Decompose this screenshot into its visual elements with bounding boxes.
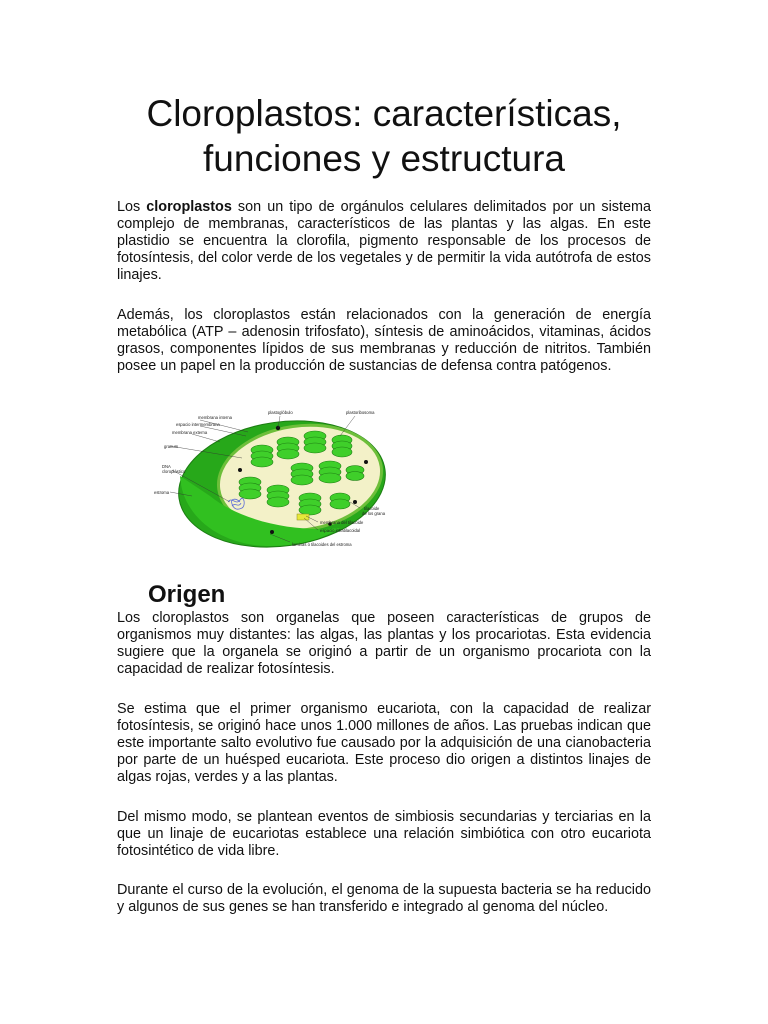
label-membrana-externa: membrana externa bbox=[172, 430, 208, 435]
intro-prefix: Los bbox=[117, 199, 147, 215]
title-line-2: funciones y estructura bbox=[203, 138, 565, 179]
label-espacio-intratilacoidal: espacio intratilacoidal bbox=[320, 528, 361, 533]
origen-paragraph-1: Los cloroplastos son organelas que poseen características de grupos de organismos muy distantes: las algas, las plantas y los procariotas. Esta evidencia sugiere que la organela se originó a partir de un organismo procariota con la capacidad de realizar fotosíntesis. bbox=[117, 610, 651, 677]
label-tilacoide: tilacoide bbox=[364, 506, 380, 511]
label-plastoglobulo: plastoglóbulo bbox=[268, 410, 293, 415]
label-granum: granum bbox=[164, 444, 179, 449]
label-membrana-tilacoide: membrana del tilacoide bbox=[320, 520, 364, 525]
section-heading-origen: Origen bbox=[148, 581, 226, 608]
label-plastoribosoma: plastoribosoma bbox=[346, 410, 375, 415]
label-membrana-interna: membrana interna bbox=[198, 415, 232, 420]
page-title bbox=[0, 91, 768, 181]
thylakoid-highlight bbox=[297, 514, 309, 520]
label-espacio-intermembrana: espacio intermembrana bbox=[176, 422, 220, 427]
origen-paragraph-2: Se estima que el primer organismo eucariota, con la capacidad de realizar fotosíntesis, se originó hace unos 1.000 millones de años. Las pruebas indican que este importante salto evolutivo fue causado por la adquisición de una cianobacteria por parte de un huésped eucariota. Este proceso dio origen a distintos linajes de algas rojas, verdes y a las plantas. bbox=[117, 701, 651, 785]
label-dna: DNA bbox=[162, 464, 171, 469]
label-dna-2: cloroplástico bbox=[162, 469, 186, 474]
label-tilacoide-grana: de los grana bbox=[362, 511, 386, 516]
intro-paragraph-1 bbox=[117, 199, 651, 284]
intro-paragraph-2: Además, los cloroplastos están relacionados con la generación de energía metabólica (ATP – adenosin trifosfato), síntesis de aminoácidos, vitaminas, ácidos grasos, componentes lípidos de sus membranas y reducción de nitritos. También posee un papel en la producción de sustancias de defensa contra patógenos. bbox=[117, 307, 651, 374]
label-laminas: laminas o tilacoides del estroma bbox=[292, 542, 352, 547]
label-estroma: estroma bbox=[154, 490, 170, 495]
intro-keyword: cloroplastos bbox=[146, 199, 232, 215]
chloroplast-diagram bbox=[150, 406, 388, 554]
origen-paragraph-3: Del mismo modo, se plantean eventos de simbiosis secundarias y terciarias en la que un linaje de eucariotas establece una relación simbiótica con otro eucariota fotosintético de vida libre. bbox=[117, 809, 651, 859]
title-line-1: Cloroplastos: características, bbox=[146, 93, 622, 134]
origen-paragraph-4: Durante el curso de la evolución, el genoma de la supuesta bacteria se ha reducido y algunos de sus genes se han transferido e integrado al genoma del núcleo. bbox=[117, 882, 651, 915]
intro-rest: son un tipo de orgánulos celulares delimitados por un sistema complejo de membranas, característicos de las plantas y las algas. En este plastidio se encuentra la clorofila, pigmento responsable de los procesos de fotosíntesis, del color verde de los vegetales y de permitir la vida autótrofa de estos linajes. bbox=[117, 199, 651, 283]
